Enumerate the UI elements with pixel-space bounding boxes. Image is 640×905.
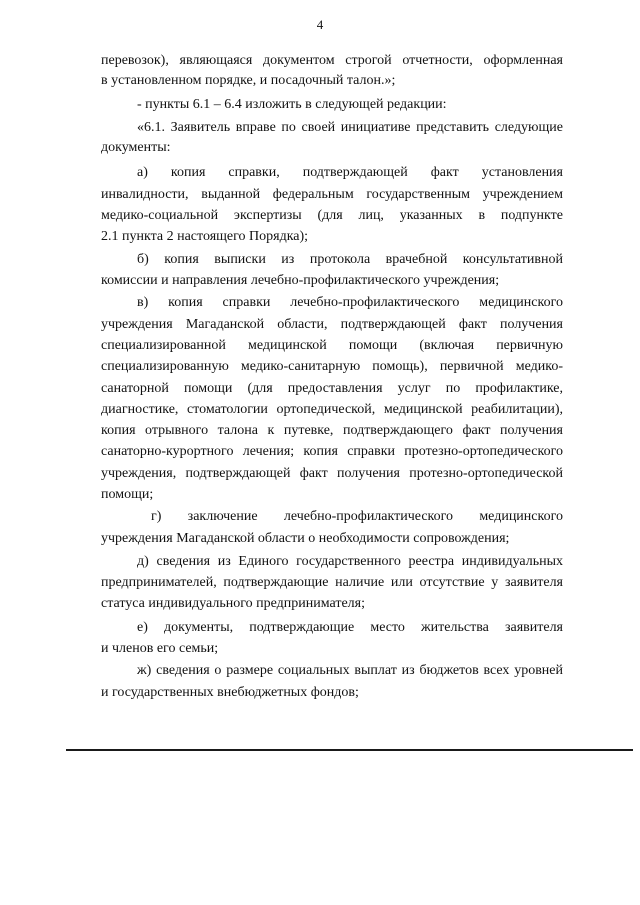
text-line: перевозок), являющаяся документом строгой отчетности, оформленная	[101, 53, 563, 68]
text-line: документы:	[101, 140, 171, 155]
text-line: в) копия справки лечебно-профилактического медицинского	[137, 295, 563, 310]
text-line: в установленном порядке, и посадочный талон.»;	[101, 73, 396, 88]
text-line: - пункты 6.1 – 6.4 изложить в следующей редакции:	[137, 97, 447, 112]
text-line: учреждения Магаданской области, подтверждающей факт получения	[101, 317, 563, 332]
text-line: ж) сведения о размере социальных выплат из бюджетов всех уровней	[137, 663, 563, 678]
text-line: 2.1 пункта 2 настоящего Порядка);	[101, 229, 309, 244]
text-line: и государственных внебюджетных фондов;	[101, 685, 359, 700]
text-line: д) сведения из Единого государственного реестра индивидуальных	[137, 554, 563, 569]
text-line: и членов его семьи;	[101, 641, 219, 656]
text-line: а) копия справки, подтверждающей факт установления	[137, 165, 563, 180]
text-line: санаторной помощи (для предоставления услуг по профилактике,	[101, 381, 563, 396]
page-number: 4	[316, 17, 324, 32]
text-line: копия отрывного талона к путевке, подтверждающего факт получения	[101, 423, 563, 438]
text-line: статуса индивидуального предпринимателя;	[101, 596, 365, 611]
text-line: диагностике, стоматологии ортопедической, медицинской реабилитации),	[101, 402, 563, 417]
horizontal-rule	[66, 749, 633, 751]
text-line: комиссии и направления лечебно-профилактического учреждения;	[101, 273, 500, 288]
text-line: помощи;	[101, 487, 154, 502]
text-line: специализированную медико-санитарную помощь), первичной медико-	[101, 359, 563, 374]
text-line: медико-социальной экспертизы (для лиц, указанных в подпункте	[101, 208, 563, 223]
text-line: б) копия выписки из протокола врачебной консультативной	[137, 252, 563, 267]
text-line: учреждения, подтверждающей факт получения протезно-ортопедической	[101, 466, 563, 481]
text-line: инвалидности, выданной федеральным государственным учреждением	[101, 187, 563, 202]
text-line: «6.1. Заявитель вправе по своей инициативе представить следующие	[137, 120, 563, 135]
text-line: г) заключение лечебно-профилактического медицинского	[151, 509, 563, 524]
text-line: санаторно-курортного лечения; копия справки протезно-ортопедического	[101, 444, 563, 459]
text-line: предпринимателей, подтверждающие наличие или отсутствие у заявителя	[101, 575, 563, 590]
text-line: е) документы, подтверждающие место жительства заявителя	[137, 620, 563, 635]
text-line: учреждения Магаданской области о необходимости сопровождения;	[101, 531, 510, 546]
text-line: специализированной медицинской помощи (включая первичную	[101, 338, 563, 353]
